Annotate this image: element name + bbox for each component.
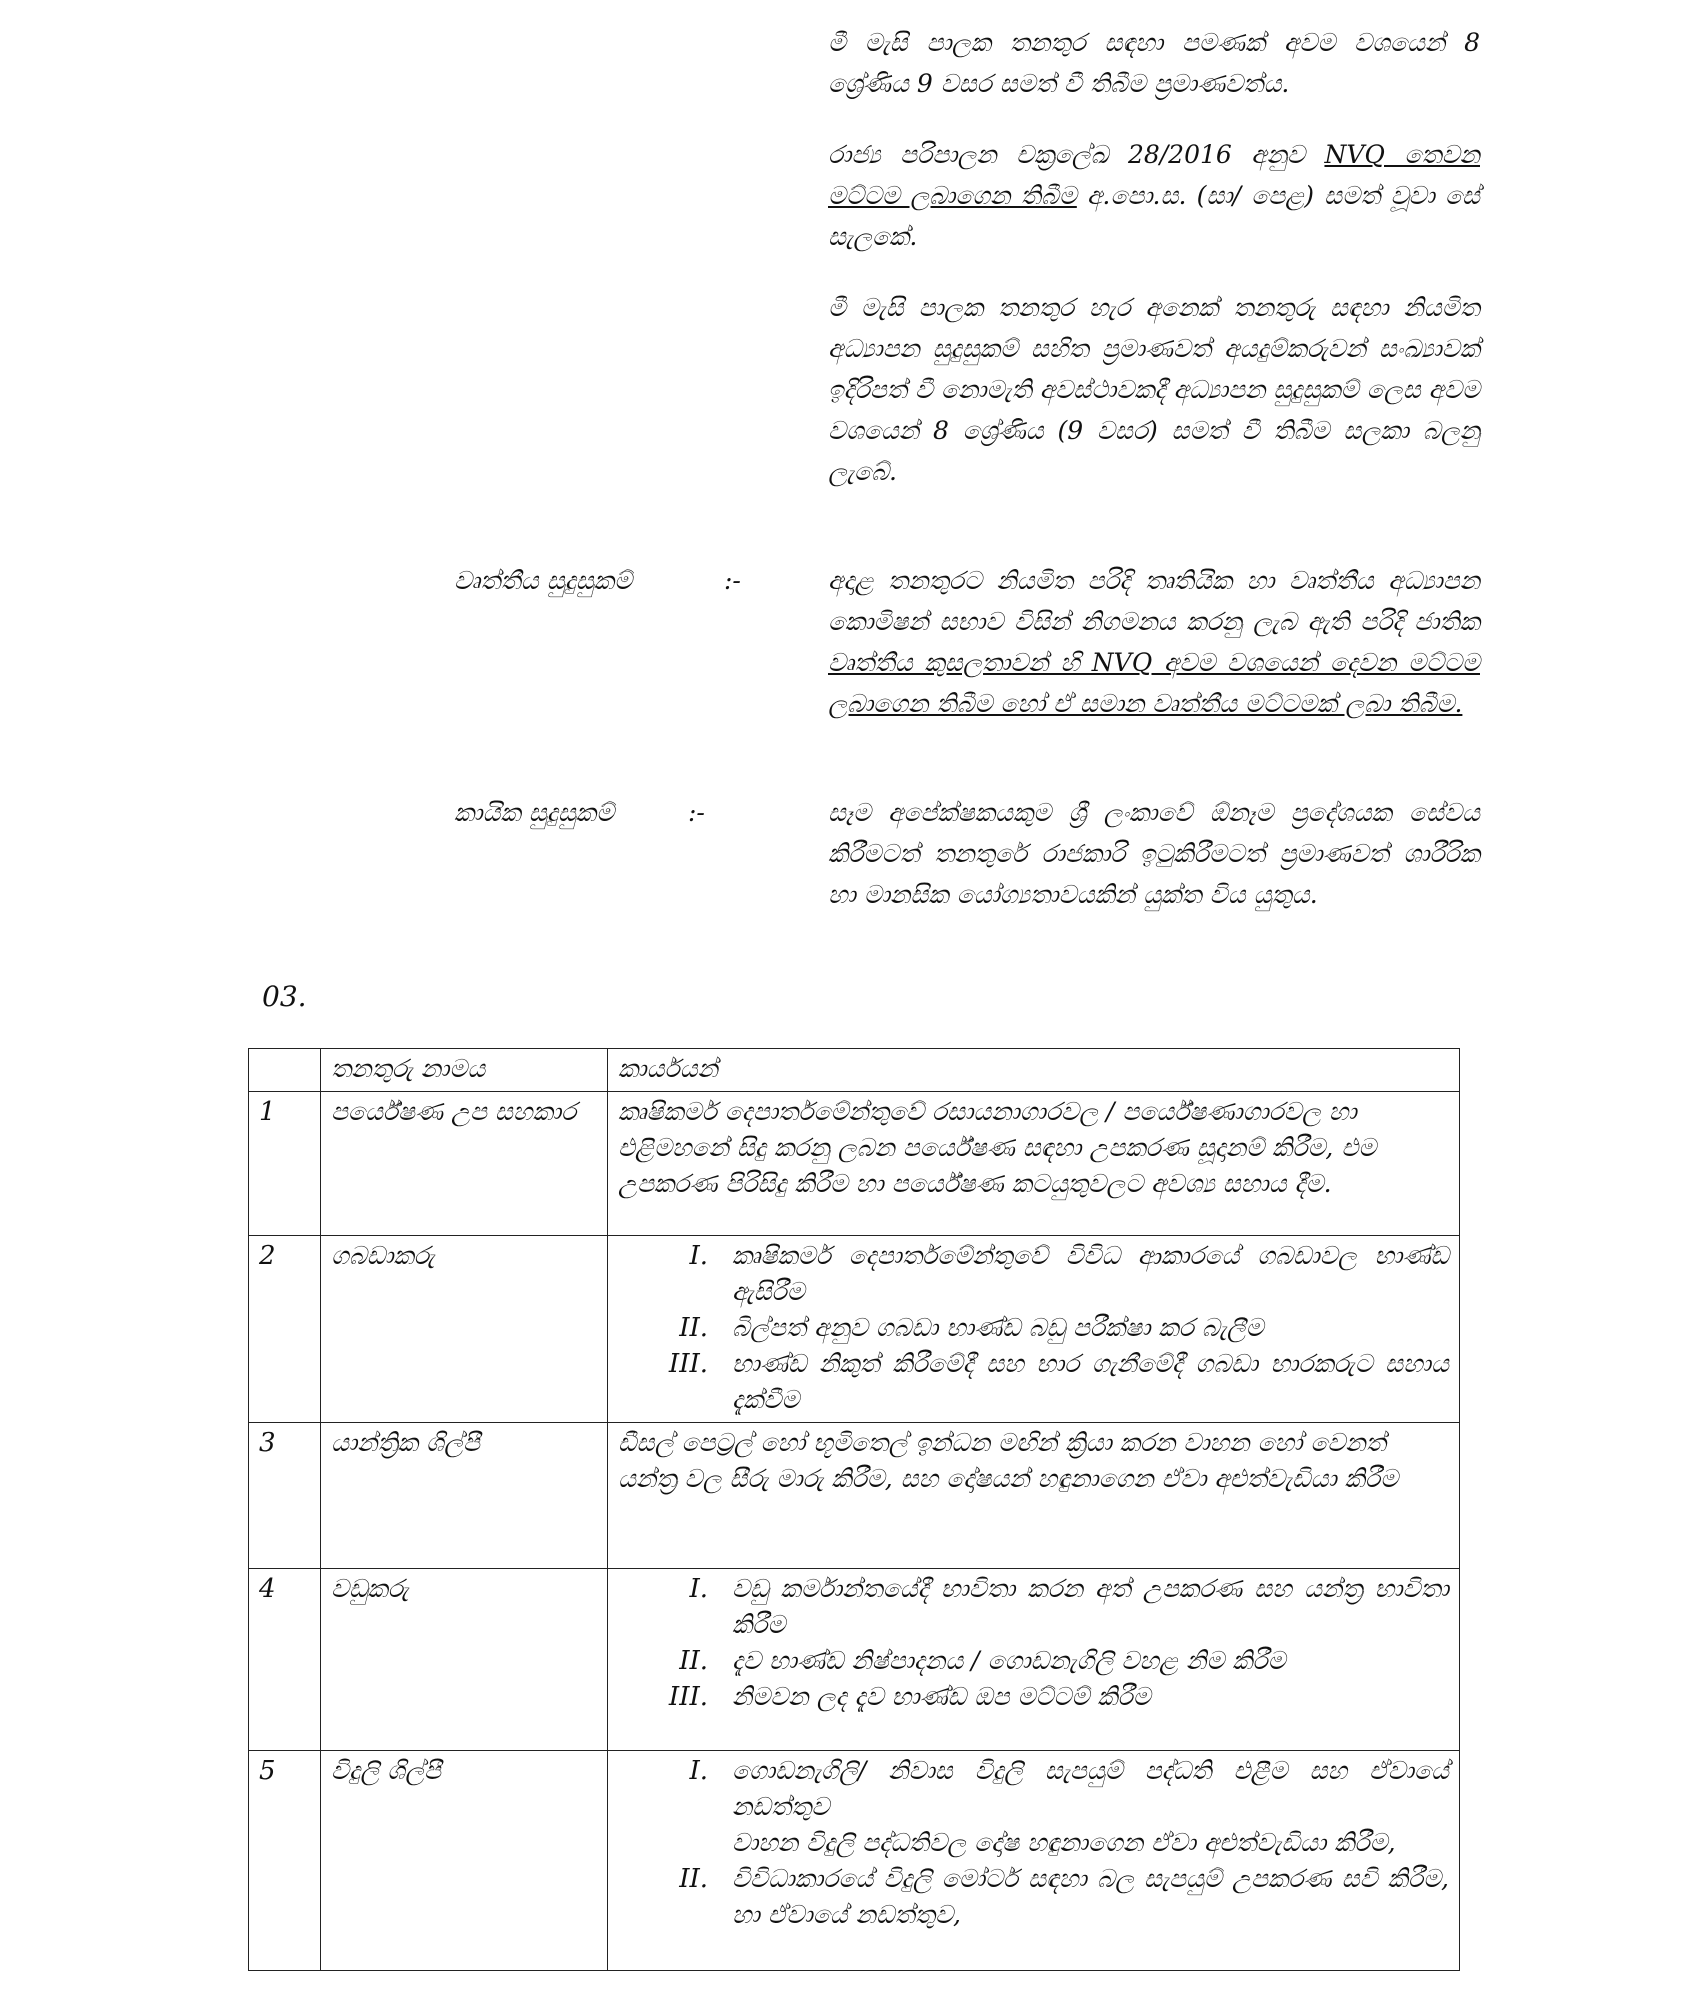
row-number: 2 xyxy=(249,1236,321,1423)
professional-text-underlined: වෘත්තීය කුසලතාවන් හි NVQ අවම වශයෙන් දෙවන මට්ටම ලබාගෙන තිබීම හෝ ඒ සමාන වෘත්තීය මට්ටමක් ලබා තිබීම. xyxy=(828,648,1480,718)
duty-item xyxy=(618,1753,1449,1825)
table-row xyxy=(249,1751,1460,1971)
physical-qualifications-colon: :- xyxy=(688,798,705,827)
duty-item-text: බිල්පත් අනුව ගබඩා භාණ්ඩ බඩු පරීක්ෂා කර බැලීම xyxy=(732,1313,1264,1342)
table-row xyxy=(249,1423,1460,1569)
row-post-name: යාන්ත්‍රික ශිල්පී xyxy=(321,1423,608,1569)
professional-qualifications-label: වෘත්තීය සුදුසුකම් xyxy=(454,566,633,595)
duty-item xyxy=(618,1310,1449,1346)
row-duties: ඩීසල් පෙට්‍රල් හෝ භූමිතෙල් ඉන්ධන මඟින් ක්‍රියා කරන වාහන හෝ වෙනත් යන්ත්‍ර වල සීරු මාරු කිරීම, සහ දෝෂයන් හඳුනාගෙන ඒවා අළුත්වැඩියා කිරීම xyxy=(608,1423,1460,1569)
roman-numeral: III. xyxy=(668,1349,708,1379)
duty-item-text: දැව භාණ්ඩ නිෂ්පාදනය / ගොඩනැගිලි වහළ නිම කිරීම xyxy=(732,1646,1286,1675)
duty-item xyxy=(618,1238,1449,1310)
roman-numeral: I. xyxy=(689,1756,708,1786)
professional-qualifications-text xyxy=(828,560,1480,724)
duties-table xyxy=(248,1048,1460,1971)
duty-item-text: නිමවන ලද දැව භාණ්ඩ ඔප මට්ටම් කිරීම xyxy=(732,1682,1151,1711)
professional-qualifications-colon: :- xyxy=(724,566,741,595)
paragraph-nvq-circular-underlined: NVQ තෙවන මට්ටම ලබාගෙන තිබීම xyxy=(828,140,1480,210)
duty-item xyxy=(618,1346,1449,1418)
row-duties xyxy=(608,1569,1460,1751)
header-cell-number xyxy=(249,1049,321,1092)
roman-numeral: I. xyxy=(689,1241,708,1271)
header-cell-duties: කාර්යයන් xyxy=(608,1049,1460,1092)
duty-item-text: භාණ්ඩ නිකුත් කිරීමේදී සහ භාර ගැනීමේදී ගබඩා භාරකරුට සහාය දැක්වීම xyxy=(732,1349,1449,1414)
roman-numeral: II. xyxy=(679,1864,708,1894)
paragraph-insufficient-applicants: මී මැසි පාලක තනතුර හැර අනෙක් තනතුරු සඳහා නියමිත අධ්‍යාපන සුදුසුකම් සහිත ප්‍රමාණවත් අයදුම්කරුවන් සංඛ්‍යාවක් ඉදිරිපත් වී නොමැති අවස්ථාවකදී අධ්‍යාපන සුදුසුකම් ලෙස අවම වශයෙන් 8 ශ්‍රේණිය (9 වසර) සමත් වී තිබීම සලකා බලනු ලැබේ. xyxy=(828,293,1480,486)
row-duties: කෘෂිකර්ම දෙපාර්තමේන්තුවේ රසායනාගාරවල / පර්යේෂණාගාරවල හා එළිමහනේ සිදු කරනු ලබන පර්යේෂණ සඳහා උපකරණ සූදානම් කිරීම, එම උපකරණ පිරිසිදු කිරීම හා පර්යේෂණ කටයුතුවලට අවශ්‍ය සහාය දීම. xyxy=(608,1092,1460,1236)
duty-item-text: විවිධාකාරයේ විදුලි මෝටර් සඳහා බල සැපයුම් උපකරණ සවි කිරීම, හා ඒවායේ නඩත්තුව, xyxy=(732,1864,1449,1929)
table-row xyxy=(249,1569,1460,1751)
duty-item xyxy=(618,1679,1449,1715)
row-duties xyxy=(608,1236,1460,1423)
duty-item xyxy=(618,1643,1449,1679)
row-number: 5 xyxy=(249,1751,321,1971)
roman-numeral: III. xyxy=(668,1682,708,1712)
physical-qualifications-label: කායික සුදුසුකම් xyxy=(454,798,615,827)
row-number: 1 xyxy=(249,1092,321,1236)
table-header-row xyxy=(249,1049,1460,1092)
row-post-name: විදුලි ශිල්පී xyxy=(321,1751,608,1971)
row-post-name: පර්යේෂණ උප සහකාර xyxy=(321,1092,608,1236)
paragraph-grade8-requirement: මී මැසි පාලක තනතුර සඳහා පමණක් අවම වශයෙන් 8 ශ්‍රේණිය 9 වසර සමත් වී තිබීම ප්‍රමාණවත්ය. xyxy=(828,28,1480,98)
row-post-name: වඩුකරු xyxy=(321,1569,608,1751)
roman-numeral: II. xyxy=(679,1646,708,1676)
professional-text-a: අදාළ තනතුරට නියමිත පරිදි තෘතියික හා වෘත්තීය අධ්‍යාපන කොමිෂන් සභාව විසින් නිගමනය කරනු ලැබ ඇති පරිදි ජාතික xyxy=(828,566,1480,636)
duty-item xyxy=(618,1861,1449,1933)
duty-item xyxy=(618,1571,1449,1643)
row-duties xyxy=(608,1751,1460,1971)
duty-item-text: වඩු කර්මාන්තයේදී භාවිතා කරන අත් උපකරණ සහ යන්ත්‍ර භාවිතා කිරීම xyxy=(732,1574,1449,1639)
paragraph-nvq-circular-text-a: රාජ්‍ය පරිපාලන චක්‍රලේඛ 28/2016 අනුව xyxy=(828,140,1325,169)
roman-numeral: II. xyxy=(679,1313,708,1343)
duty-item-continuation: වාහන විදුලි පද්ධතිවල දෝෂ හඳුනාගෙන ඒවා අළුත්වැඩියා කිරීම, xyxy=(732,1828,1396,1857)
duty-item-text: ගොඩනැගිලි/ නිවාස විදුලි සැපයුම් පද්ධති එළීම සහ ඒවායේ නඩත්තුව xyxy=(732,1756,1449,1821)
physical-qualifications-text: සෑම අපේක්ෂකයකුම ශ්‍රී ලංකාවේ ඕනෑම ප්‍රදේශයක සේවය කිරීමටත් තනතුරේ රාජකාරි ඉටුකිරීමටත් ප්‍රමාණවත් ශාරීරික හා මානසික යෝග්‍යතාවයකින් යුක්ත විය යුතුය. xyxy=(828,798,1480,909)
paragraph-nvq-circular xyxy=(828,134,1480,257)
row-post-name: ගබඩාකරු xyxy=(321,1236,608,1423)
table-row xyxy=(249,1092,1460,1236)
header-cell-post-name: තනතුරු නාමය xyxy=(321,1049,608,1092)
section-number: 03. xyxy=(262,980,307,1013)
table-row xyxy=(249,1236,1460,1423)
row-number: 4 xyxy=(249,1569,321,1751)
paragraph-nvq-circular-text-b: අ.පො.ස. (සා/ පෙළ) සමත් වූවා සේ සැලකේ. xyxy=(828,181,1480,251)
duty-item-text: කෘෂිකර්ම දෙපාර්තමේන්තුවේ විවිධ ආකාරයේ ගබඩාවල භාණ්ඩ ඇසිරීම xyxy=(732,1241,1449,1306)
roman-numeral: I. xyxy=(689,1574,708,1604)
row-number: 3 xyxy=(249,1423,321,1569)
